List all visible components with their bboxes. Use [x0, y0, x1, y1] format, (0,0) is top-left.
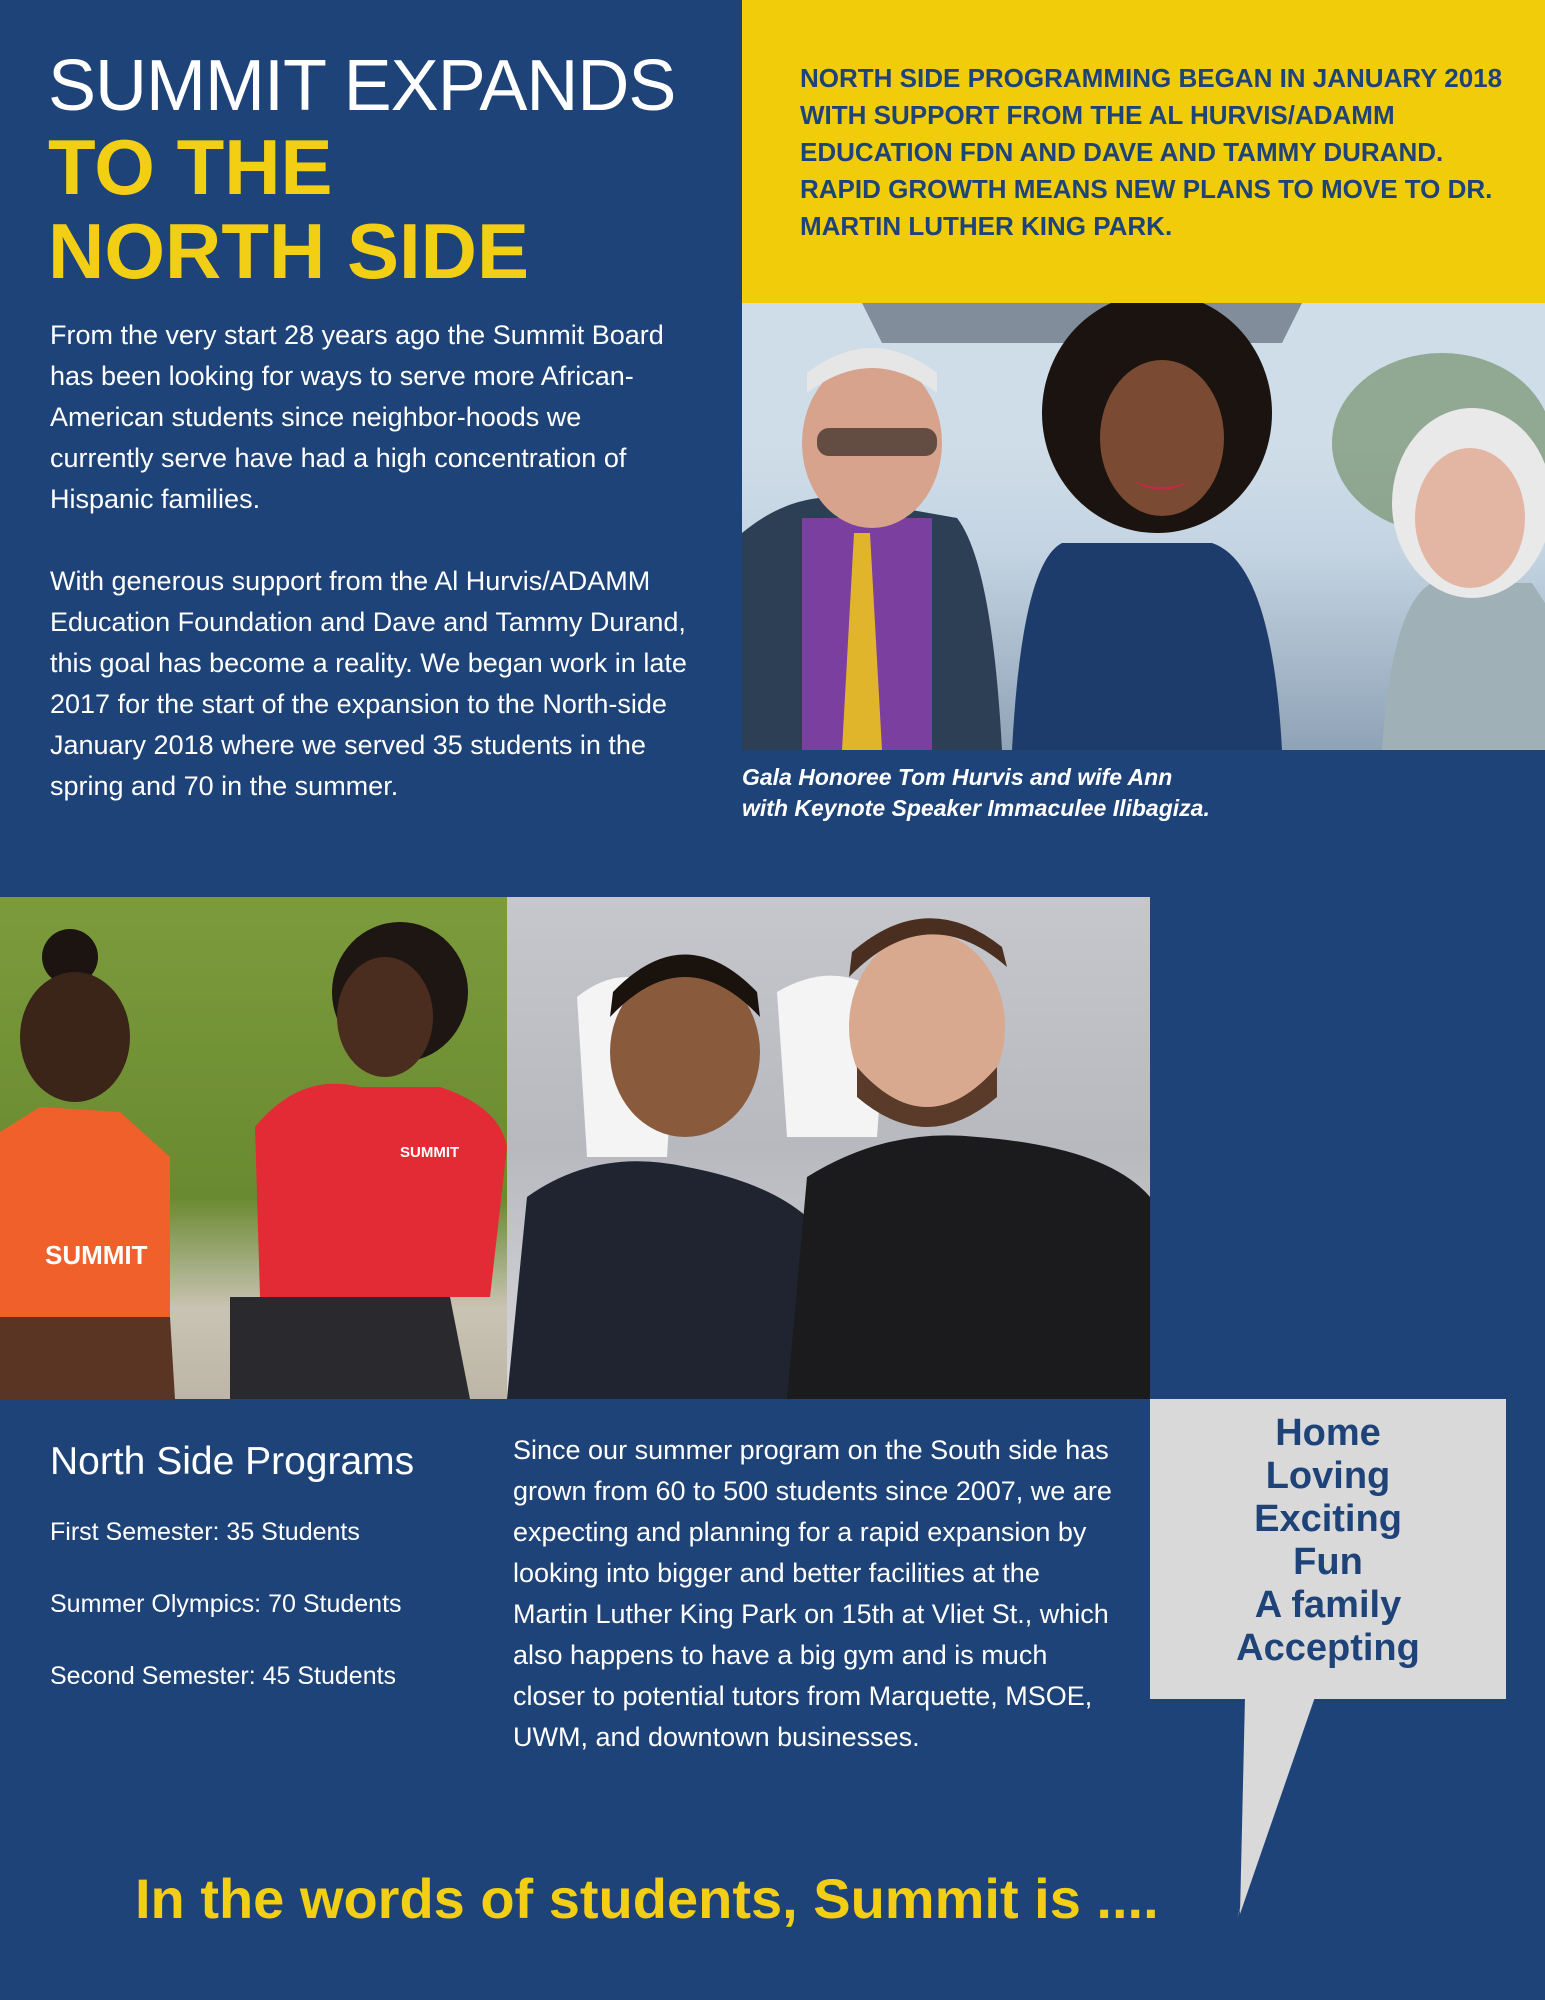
gala-caption: [742, 762, 1502, 824]
bubble-word-loving: Loving: [1265, 1455, 1391, 1497]
bubble-word-a-family: A family: [1254, 1584, 1402, 1626]
gala-caption-line-1: Gala Honoree Tom Hurvis and wife Ann: [742, 764, 1173, 790]
programs-title: North Side Programs: [50, 1440, 415, 1483]
program-item-second-semester: Second Semester: 45 Students: [50, 1662, 397, 1690]
shirt-logo-left: SUMMIT: [45, 1240, 148, 1270]
bubble-word-fun: Fun: [1293, 1541, 1363, 1583]
callout-text: NORTH SIDE PROGRAMMING BEGAN IN JANUARY 2018 WITH SUPPORT FROM THE AL HURVIS/ADAMM EDUCATION FDN AND DAVE AND TAMMY DURAND. RAPID GROWTH MEANS NEW PLANS TO MOVE TO DR. MARTIN LUTHER KING PARK.: [800, 63, 1503, 241]
gala-photo-illustration: [742, 303, 1545, 750]
tutor-photo: [507, 897, 1150, 1399]
bubble-word-home: Home: [1275, 1412, 1381, 1454]
gala-caption-line-2: with Keynote Speaker Immaculee Ilibagiza.: [742, 795, 1210, 821]
intro-paragraph-1: From the very start 28 years ago the Summit Board has been looking for ways to serve more African-American students since neighbor-hoods we currently serve have had a high concentration of Hispanic families.: [50, 320, 664, 514]
intro-paragraph-2: With generous support from the Al Hurvis/ADAMM Education Foundation and Dave and Tammy Durand, this goal has become a reality. We began work in late 2017 for the start of the expansion to the North-side January 2018 where we served 35 students in the spring and 70 in the summer.: [50, 566, 687, 801]
shirt-logo-right: SUMMIT: [400, 1144, 460, 1161]
title-line-1: SUMMIT EXPANDS: [48, 46, 676, 126]
program-item-first-semester: First Semester: 35 Students: [50, 1518, 360, 1546]
title-line-3: NORTH SIDE: [48, 207, 530, 295]
title-line-2: TO THE: [48, 123, 333, 211]
page-title: [48, 46, 676, 295]
speech-bubble: [1150, 1399, 1506, 1924]
students-photo-illustration: [0, 897, 507, 1399]
students-photo: [0, 897, 507, 1399]
gala-photo: [742, 303, 1545, 750]
tagline: In the words of students, Summit is ....: [135, 1867, 1159, 1930]
intro-text: [50, 315, 690, 848]
expansion-text: Since our summer program on the South side has grown from 60 to 500 students since 2007, we are expecting and planning for a rapid expansion by looking into bigger and better facilities at the Martin Luther King Park on 15th at Vliet St., which also happens to have a big gym and is much closer to potential tutors from Marquette, MSOE, UWM, and downtown businesses.: [513, 1435, 1112, 1752]
program-item-summer-olympics: Summer Olympics: 70 Students: [50, 1590, 402, 1618]
tutor-photo-illustration: [507, 897, 1150, 1399]
bubble-word-accepting: Accepting: [1236, 1627, 1420, 1669]
bubble-word-exciting: Exciting: [1254, 1498, 1402, 1540]
